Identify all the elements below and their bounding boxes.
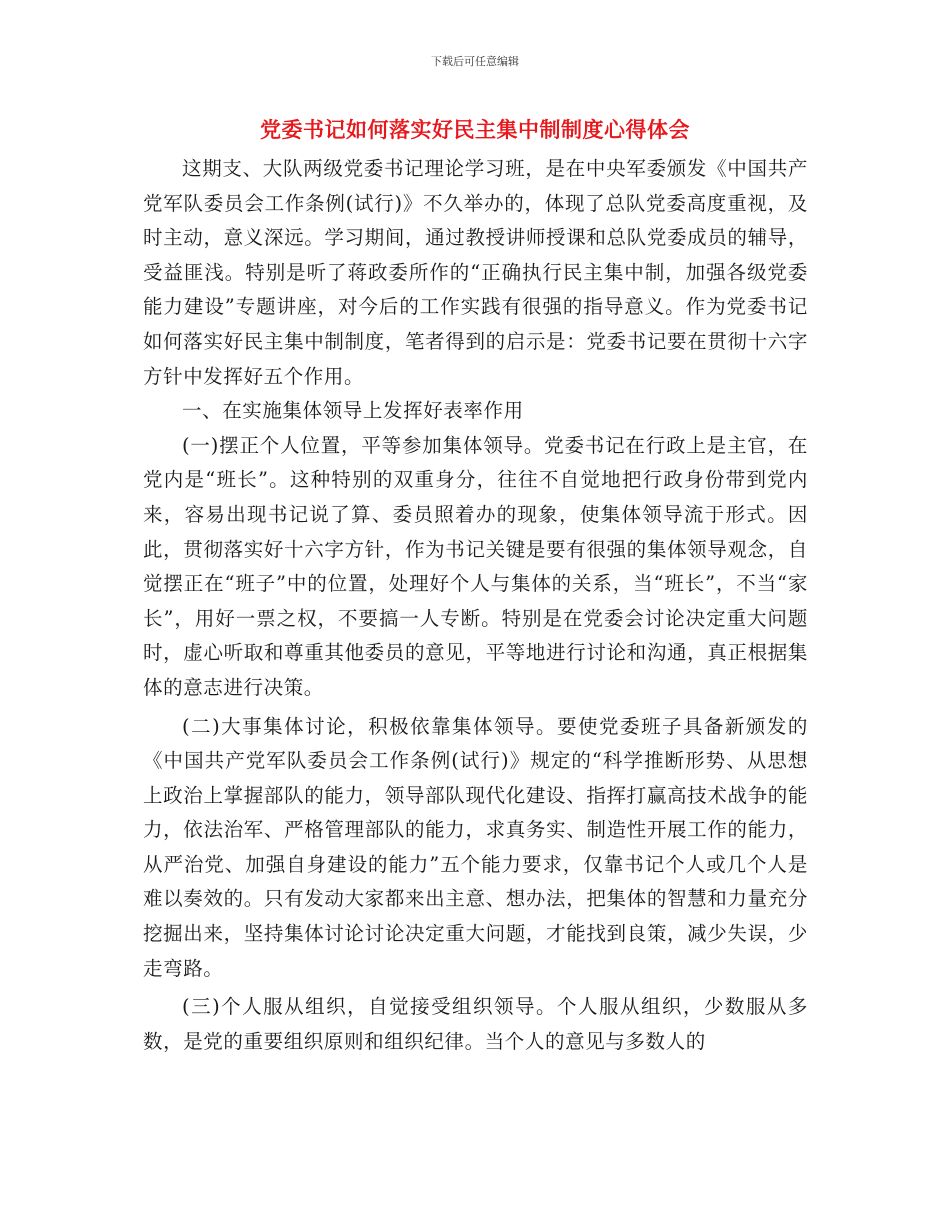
paragraph-1: (一)摆正个人位置，平等参加集体领导。党委书记在行政上是主官，在党内是“班长”。这种特别的双重身分，往往不自觉地把行政身份带到党内来，容易出现书记说了算、委员照着办的现象，使集体领导流于形式。因此，贯彻落实好十六字方针，作为书记关键是要有很强的集体领导观念，自觉摆正在“班子”中的位置，处理好个人与集体的关系，当“班长”，不当“家长”，用好一票之权，不要搞一人专断。特别是在党委会讨论决定重大问题时，虚心听取和尊重其他委员的意见，平等地进行讨论和沟通，真正根据集体的意志进行决策。	[143, 433, 808, 699]
document-body	[143, 152, 808, 1059]
page-header: 下载后可任意编辑	[431, 55, 519, 68]
paragraph-intro: 这期支、大队两级党委书记理论学习班，是在中央军委颁发《中国共产党军队委员会工作条例(试行)》不久举办的，体现了总队党委高度重视，及时主动，意义深远。学习期间，通过教授讲师授课和总队党委成员的辅导，受益匪浅。特别是听了蒋政委所作的“正确执行民主集中制，加强各级党委能力建设”专题讲座，对今后的工作实践有很强的指导意义。作为党委书记如何落实好民主集中制制度，笔者得到的启示是：党委书记要在贯彻十六字方针中发挥好五个作用。	[143, 157, 808, 388]
document-title: 党委书记如何落实好民主集中制制度心得体会	[260, 118, 690, 142]
section-heading: 一、在实施集体领导上发挥好表率作用	[182, 399, 524, 423]
paragraph-2: (二)大事集体讨论，积极依靠集体领导。要使党委班子具备新颁发的《中国共产党军队委员会工作条例(试行)》规定的“科学推断形势、从思想上政治上掌握部队的能力，领导部队现代化建设、指挥打赢高技术战争的能力，依法治军、严格管理部队的能力，求真务实、制造性开展工作的能力，从严治党、加强自身建设的能力”五个能力要求，仅靠书记个人或几个人是难以奏效的。只有发动大家都来出主意、想办法，把集体的智慧和力量充分挖掘出来，坚持集体讨论讨论决定重大问题，才能找到良策，减少失误，少走弯路。	[143, 714, 808, 980]
paragraph-3: (三)个人服从组织，自觉接受组织领导。个人服从组织，少数服从多数，是党的重要组织原则和组织纪律。当个人的意见与多数人的	[143, 995, 808, 1053]
